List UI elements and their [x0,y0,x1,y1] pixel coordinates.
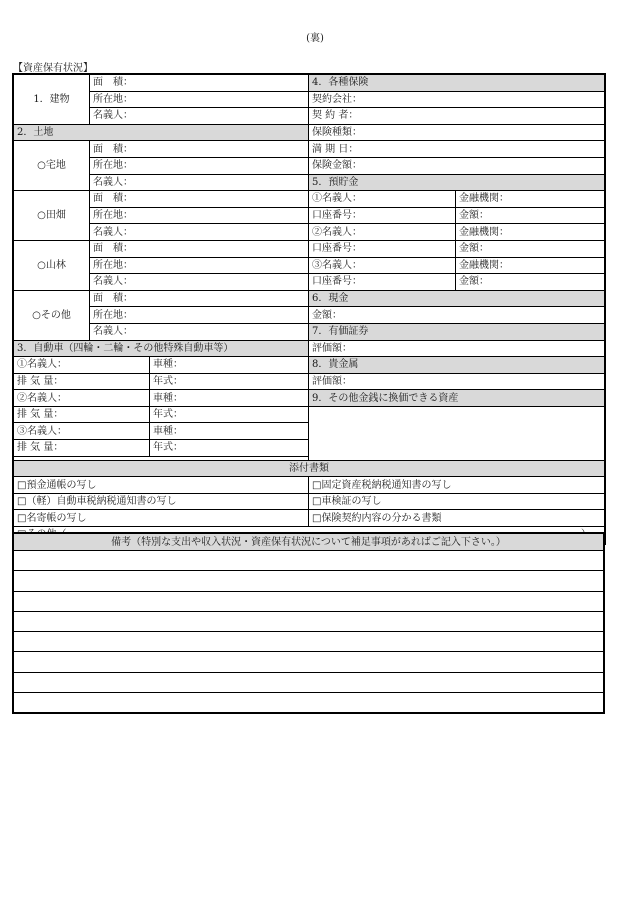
deposit-2-bank-field[interactable]: 金融機関： [456,224,605,241]
building-location-field[interactable]: 所在地： [90,91,309,108]
cash-amount-field[interactable]: 金額： [309,307,605,324]
car-3-year-field[interactable]: 年式： [150,440,309,457]
car-1-year-field[interactable]: 年式： [150,373,309,390]
precious-metals-value-field[interactable]: 評価額： [309,373,605,390]
other-land-location-field[interactable]: 所在地： [90,307,309,324]
deposit-2-account-field[interactable]: 口座番号： [309,240,456,257]
remarks-line-2[interactable] [14,571,604,591]
forest-location-field[interactable]: 所在地： [90,257,309,274]
farmland-location-field[interactable]: 所在地： [90,207,309,224]
insurance-type-field[interactable]: 保険種類： [309,124,605,141]
insurance-title: 4．各種保険 [309,75,605,92]
deposits-title: 5．預貯金 [309,174,605,191]
car-1-owner-field[interactable]: ①名義人： [14,357,150,374]
other-land-area-field[interactable]: 面 積： [90,290,309,307]
car-2-year-field[interactable]: 年式： [150,406,309,423]
remarks-line-6[interactable] [14,652,604,672]
car-2-owner-field[interactable]: ②名義人： [14,390,150,407]
land-forest-title: ○山林 [14,240,90,290]
deposit-1-bank-field[interactable]: 金融機関： [456,191,605,208]
page-side-label: (裏) [306,33,324,44]
attachment-name-register[interactable]: □名寄帳の写し [14,510,309,527]
car-3-displacement-field[interactable]: 排 気 量： [14,440,150,457]
securities-title: 7．有価証券 [309,323,605,340]
car-2-displacement-field[interactable]: 排 気 量： [14,406,150,423]
other-land-owner-field[interactable]: 名義人： [90,323,309,340]
attachment-property-tax-notice[interactable]: □固定資産税納税通知書の写し [309,477,605,494]
attachments-title: 添付書類 [14,460,605,477]
remarks-line-3[interactable] [14,591,604,611]
farmland-owner-field[interactable]: 名義人： [90,224,309,241]
cash-title: 6．現金 [309,290,605,307]
car-3-owner-field[interactable]: ③名義人： [14,423,150,440]
residential-owner-field[interactable]: 名義人： [90,174,309,191]
insurance-company-field[interactable]: 契約会社： [309,91,605,108]
asset-form-table [13,74,605,544]
other-assets-field[interactable] [309,406,605,460]
car-2-model-field[interactable]: 車種： [150,390,309,407]
deposit-2-owner-field[interactable]: ②名義人： [309,224,456,241]
land-residential-title: ○宅地 [14,141,90,191]
deposit-1-amount-field[interactable]: 金額： [456,207,605,224]
remarks-line-8[interactable] [14,693,604,713]
attachment-insurance-docs[interactable]: □保険契約内容の分かる書類 [309,510,605,527]
attachment-bank-passbook[interactable]: □預金通帳の写し [14,477,309,494]
remarks-table [13,533,604,713]
deposit-2-amount-field[interactable]: 金額： [456,240,605,257]
building-area-field[interactable]: 面 積： [90,75,309,92]
securities-value-field[interactable]: 評価額： [309,340,605,357]
land-other-title: ○その他 [14,290,90,340]
attachment-vehicle-inspection[interactable]: □車検証の写し [309,493,605,510]
residential-location-field[interactable]: 所在地： [90,157,309,174]
forest-owner-field[interactable]: 名義人： [90,274,309,291]
remarks-line-4[interactable] [14,611,604,631]
car-3-model-field[interactable]: 車種： [150,423,309,440]
deposit-3-account-field[interactable]: 口座番号： [309,274,456,291]
attachment-car-tax-notice[interactable]: □（軽）自動車税納税通知書の写し [14,493,309,510]
residential-area-field[interactable]: 面 積： [90,141,309,158]
building-title: 1．建物 [14,75,90,125]
land-title: 2．土地 [14,124,309,141]
building-owner-field[interactable]: 名義人： [90,108,309,125]
deposit-3-amount-field[interactable]: 金額： [456,274,605,291]
deposit-3-bank-field[interactable]: 金融機関： [456,257,605,274]
car-title: 3．自動車（四輪・二輪・その他特殊自動車等） [14,340,309,357]
deposit-1-account-field[interactable]: 口座番号： [309,207,456,224]
forest-area-field[interactable]: 面 積： [90,240,309,257]
car-1-model-field[interactable]: 車種： [150,357,309,374]
insurance-maturity-field[interactable]: 満 期 日： [309,141,605,158]
deposit-3-owner-field[interactable]: ③名義人： [309,257,456,274]
car-1-displacement-field[interactable]: 排 気 量： [14,373,150,390]
remarks-line-7[interactable] [14,672,604,692]
deposit-1-owner-field[interactable]: ①名義人： [309,191,456,208]
precious-metals-title: 8．貴金属 [309,357,605,374]
insurance-amount-field[interactable]: 保険金額： [309,157,605,174]
land-farmland-title: ○田畑 [14,191,90,241]
other-assets-title: 9．その他金銭に換価できる資産 [309,390,605,407]
remarks-title: 備考（特別な支出や収入状況・資産保有状況について補足事項があればご記入下さい。） [14,534,604,551]
farmland-area-field[interactable]: 面 積： [90,191,309,208]
remarks-line-5[interactable] [14,632,604,652]
section-title: 【資産保有状況】 [13,63,93,74]
remarks-line-1[interactable] [14,551,604,571]
insurance-holder-field[interactable]: 契 約 者： [309,108,605,125]
